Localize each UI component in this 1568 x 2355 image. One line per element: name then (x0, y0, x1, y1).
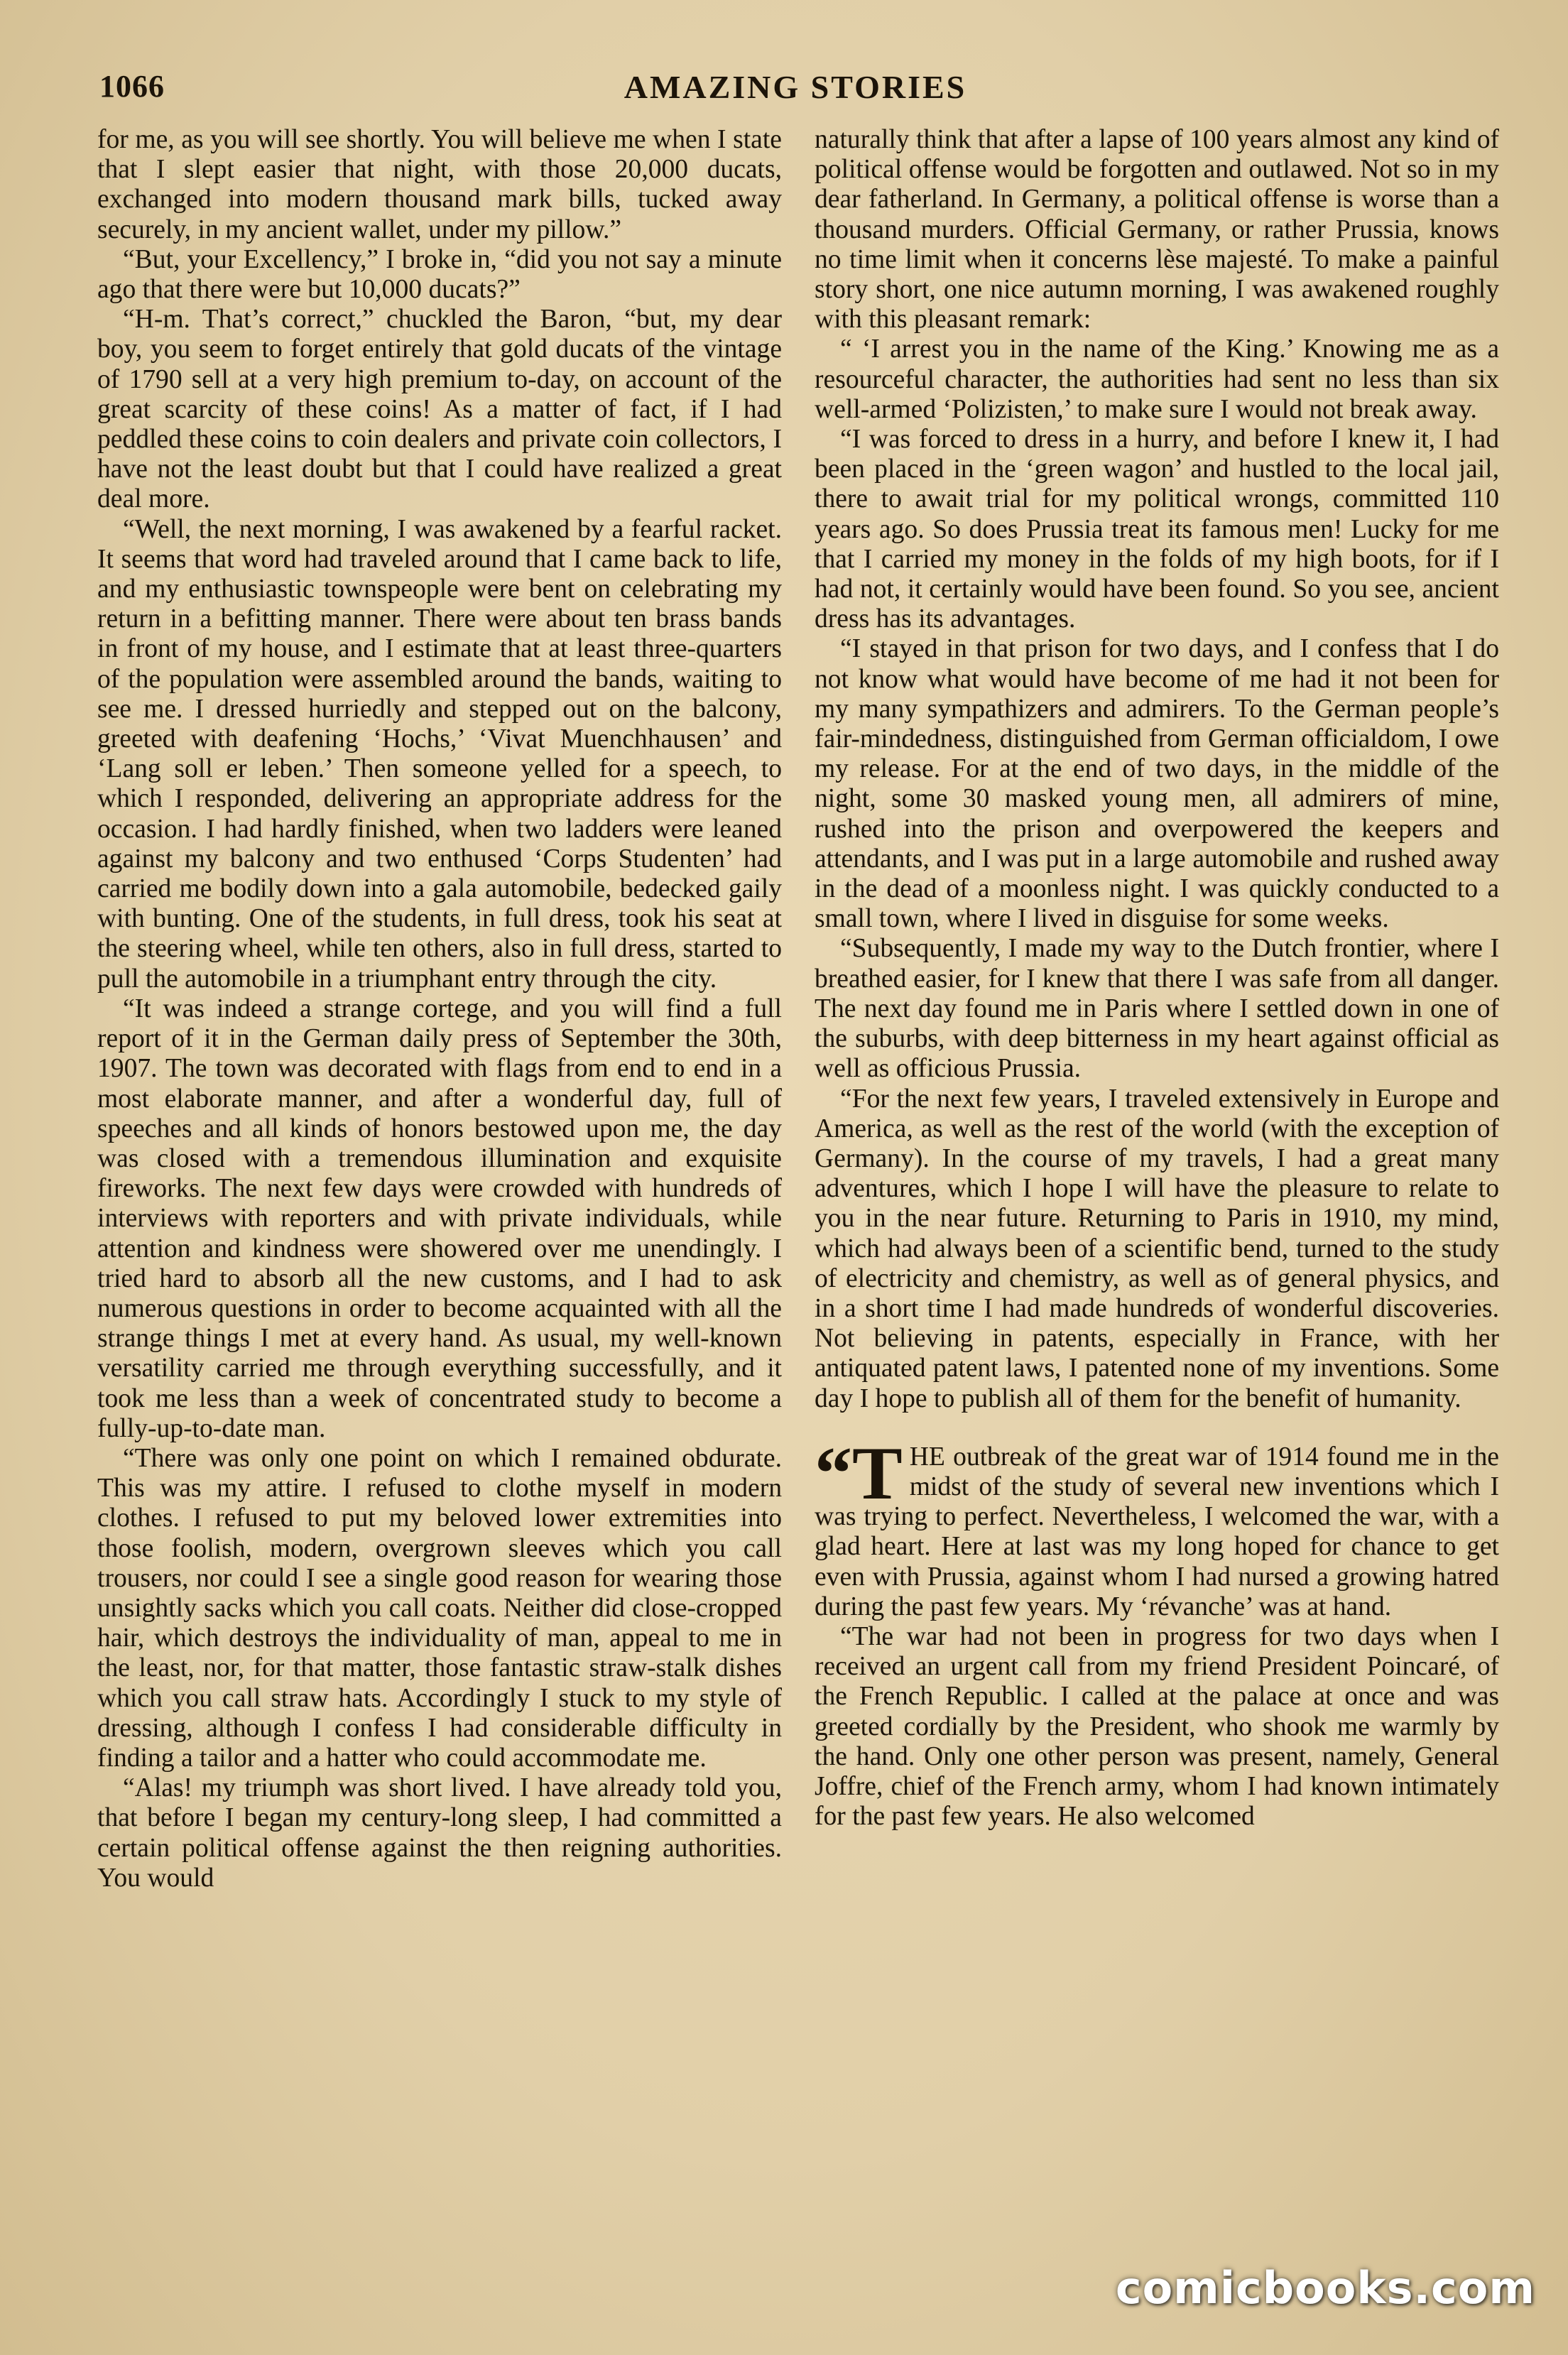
magazine-title: AMAZING STORIES (624, 69, 967, 105)
paragraph: “It was indeed a strange cortege, and you will find a full report of it in the German daily press of September the 30th, 1907. The town was decorated with flags from end to end in a most elaborate manner, and after a wonderful day, full of speeches and all kinds of honors bestowed upon me, the day was closed with a tremendous illumination and exquisite fireworks. The next few days were crowded with hundreds of interviews with reporters and with private individuals, while attention and kindness were showered over me unendingly. I tried hard to absorb all the new customs, and I had to ask numerous questions in order to become acquainted with all the strange things I met at every hand. As usual, my well-known versatility carried me through everything successfully, and it took me less than a week of concentrated study to become a fully-up-to-date man. (97, 994, 782, 1443)
right-column (815, 125, 1499, 1832)
page-header (99, 68, 1491, 118)
paragraph: “But, your Excellency,” I broke in, “did you not say a minute ago that there were but 10,000 ducats?” (97, 244, 782, 305)
paragraph: “For the next few years, I traveled extensively in Europe and America, as well as the rest of the world (with the exception of Germany). In the course of my travels, I had a great many adventures, which I hope I will have the pleasure to relate to you in the near future. Returning to Paris in 1910, my mind, which had always been of a scientific bend, turned to the study of electricity and chemistry, as well as of general physics, and in a short time I had made hundreds of wonderful discoveries. Not believing in patents, especially in France, with her antiquated patent laws, I patented none of my inventions. Some day I hope to publish all of them for the benefit of humanity. (815, 1084, 1499, 1413)
paragraph: “I was forced to dress in a hurry, and before I knew it, I had been placed in the ‘green wagon’ and hustled to the local jail, there to await trial for my political wrongs, committed 110 years ago. So does Prussia treat its famous men! Lucky for me that I carried my money in the folds of my high boots, for if I had not, it certainly would have been found. So you see, ancient dress has its advantages. (815, 425, 1499, 634)
paragraph: “I stayed in that prison for two days, and I confess that I do not know what would have become of me had it not been for my many sympathizers and admirers. To the German people’s fair-mindedness, distinguished from German officialdom, I owe my release. For at the end of two days, in the middle of the night, some 30 masked young men, all admirers of mine, rushed into the prison and overpowered the keepers and attendants, and I was put in a large automobile and rushed away in the dead of a moonless night. I was quickly conducted to a small town, where I lived in disguise for some weeks. (815, 634, 1499, 934)
paragraph: “There was only one point on which I remained obdurate. This was my attire. I refused to clothe myself in modern clothes. I refused to put my beloved lower extremities into those foolish, modern, overgrown sleeves which you call trousers, nor could I see a single good reason for wearing those unsightly sacks which you call coats. Neither did close-cropped hair, which destroys the individuality of man, appeal to me in the least, nor, for that matter, those fantastic straw-stalk dishes which you call straw hats. Accordingly I stuck to my style of dressing, although I confess I had considerable difficulty in finding a tailor and a hatter who could accommodate me. (97, 1443, 782, 1773)
paragraph: “The war had not been in progress for two days when I received an urgent call from my friend President Poincaré, of the French Republic. I called at the palace at once and was greeted cordially by the President, who shook me warmly by the hand. Only one other person was present, namely, General Joffre, chief of the French army, whom I had known intimately for the past few years. He also welcomed (815, 1621, 1499, 1832)
paragraph: “ ‘I arrest you in the name of the King.’ Knowing me as a resourceful character, the authorities had sent no less than six well-armed ‘Polizisten,’ to make sure I would not break away. (815, 335, 1499, 424)
paragraph: “Well, the next morning, I was awakened by a fearful racket. It seems that word had traveled around that I came back to life, and my enthusiastic townspeople were bent on celebrating my return in a befitting manner. There were about ten brass bands in front of my house, and I estimate that at least three-quarters of the population were assembled around the bands, waiting to see me. I dressed hurriedly and stepped out on the balcony, greeted with deafening ‘Hochs,’ ‘Vivat Muenchhausen’ and ‘Lang soll er leben.’ Then someone yelled for a speech, to which I responded, delivering an appropriate address for the occasion. I had hardly finished, when two ladders were leaned against my balcony and two enthused ‘Corps Studenten’ had carried me bodily down into a gala automobile, bedecked gaily with bunting. One of the students, in full dress, took his seat at the steering wheel, while ten others, also in full dress, started to pull the automobile in a triumphant entry through the city. (97, 514, 782, 994)
left-column (97, 125, 782, 1893)
drop-cap: “T (815, 1431, 903, 1515)
watermark-logo: comicbooks.com (1115, 2262, 1535, 2314)
paragraph: “Subsequently, I made my way to the Dutch frontier, where I breathed easier, for I knew that there I was safe from all danger. The next day found me in Paris where I settled down in one of the suburbs, with deep bitterness in my heart against official as well as officious Prussia. (815, 934, 1499, 1084)
section-opening-paragraph (815, 1431, 1499, 1622)
paragraph: “H-m. That’s correct,” chuckled the Baron, “but, my dear boy, you seem to forget entirely that gold ducats of the vintage of 1790 sell at a very high premium to-day, on account of the great scarcity of these coins! As a matter of fact, if I had peddled these coins to coin dealers and private coin collectors, I have not the least doubt but that I could have realized a great deal more. (97, 305, 782, 514)
paragraph: naturally think that after a lapse of 100 years almost any kind of political offense would be forgotten and outlawed. Not so in my dear fatherland. In Germany, a political offense is worse than a thousand murders. Official Germany, or rather Prussia, knows no time limit when it concerns lèse majesté. To make a painful story short, one nice autumn morning, I was awakened roughly with this pleasant remark: (815, 125, 1499, 335)
paragraph: “Alas! my triumph was short lived. I have already told you, that before I began my century-long sleep, I had committed a certain political offense against the then reigning authorities. You would (97, 1773, 782, 1893)
paragraph: for me, as you will see shortly. You will believe me when I state that I slept easier that night, with those 20,000 ducats, exchanged into modern thousand mark bills, tucked away securely, in my ancient wallet, under my pillow.” (97, 125, 782, 244)
page-number: 1066 (99, 69, 165, 104)
section-opening-text: HE outbreak of the great war of 1914 found me in the midst of the study of several new inventions which I was trying to perfect. Nevertheless, I welcomed the war, with a glad heart. Here at last was my long hoped for chance to get even with Prussia, against whom I had nursed a growing hatred during the past few years. My ‘révanche’ was at hand. (815, 1442, 1499, 1621)
